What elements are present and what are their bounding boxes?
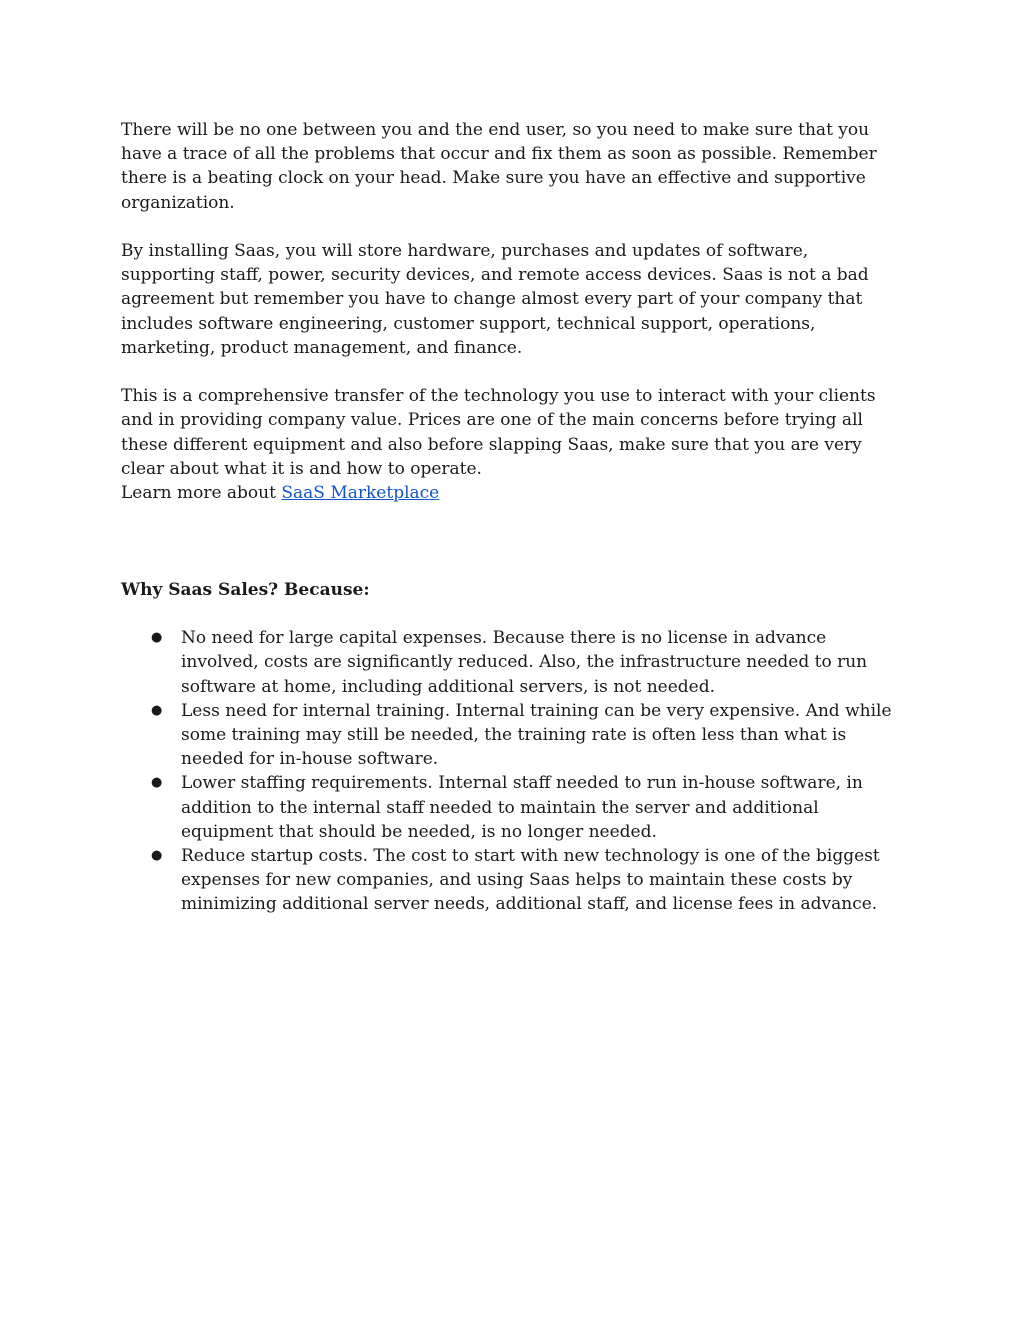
bullet-list xyxy=(121,626,906,916)
list-item xyxy=(121,844,906,917)
list-item xyxy=(121,771,906,844)
bullet-icon: ● xyxy=(151,630,163,646)
paragraph-spacer xyxy=(121,215,906,239)
paragraph-spacer xyxy=(121,360,906,384)
bullet-icon: ● xyxy=(151,702,163,718)
bullet-icon: ● xyxy=(151,848,163,864)
paragraph-1: There will be no one between you and the end user, so you need to make sure that you have a trace of all the problems that occur and fix them as soon as possible. Remember there is a beating clock on your head. Make sure you have an effective and supportive organization. xyxy=(121,120,877,213)
saas-marketplace-link[interactable]: SaaS Marketplace xyxy=(281,483,440,504)
bullet-icon: ● xyxy=(151,775,163,791)
paragraph-spacer xyxy=(121,602,906,626)
list-item xyxy=(121,699,906,772)
list-item-text: Less need for internal training. Internal training can be very expensive. And while some training may still be needed, the training rate is often less than what is needed for in-house software. xyxy=(181,700,892,770)
paragraph-3: This is a comprehensive transfer of the technology you use to interact with your clients and in providing company value. Prices are one of the main concerns before trying all these different equipment and also before slapping Saas, make sure that you are very clear about what it is and how to operate. xyxy=(121,386,876,479)
section-spacer xyxy=(121,505,906,578)
learn-more-prefix: Learn more about xyxy=(121,483,282,504)
section-heading: Why Saas Sales? Because: xyxy=(121,579,370,600)
learn-more-line xyxy=(121,481,906,505)
list-item-text: Lower staffing requirements. Internal staff needed to run in-house software, in addition to the internal staff needed to maintain the server and additional equipment that should be needed, is no longer needed. xyxy=(181,773,863,842)
list-item-text: No need for large capital expenses. Because there is no license in advance involved, costs are significantly reduced. Also, the infrastructure needed to run software at home, including additional servers, is not needed. xyxy=(181,628,868,697)
paragraph-2: By installing Saas, you will store hardware, purchases and updates of software, supporting staff, power, security devices, and remote access devices. Saas is not a bad agreement but remember you have to change almost every part of your company that includes software engineering, customer support, technical support, operations, marketing, product management, and finance. xyxy=(121,241,869,358)
list-item xyxy=(121,626,906,699)
list-item-text: Reduce startup costs. The cost to start with new technology is one of the biggest expenses for new companies, and using Saas helps to maintain these costs by minimizing additional server needs, additional staff, and license fees in advance. xyxy=(181,846,880,915)
document-body xyxy=(121,118,906,917)
